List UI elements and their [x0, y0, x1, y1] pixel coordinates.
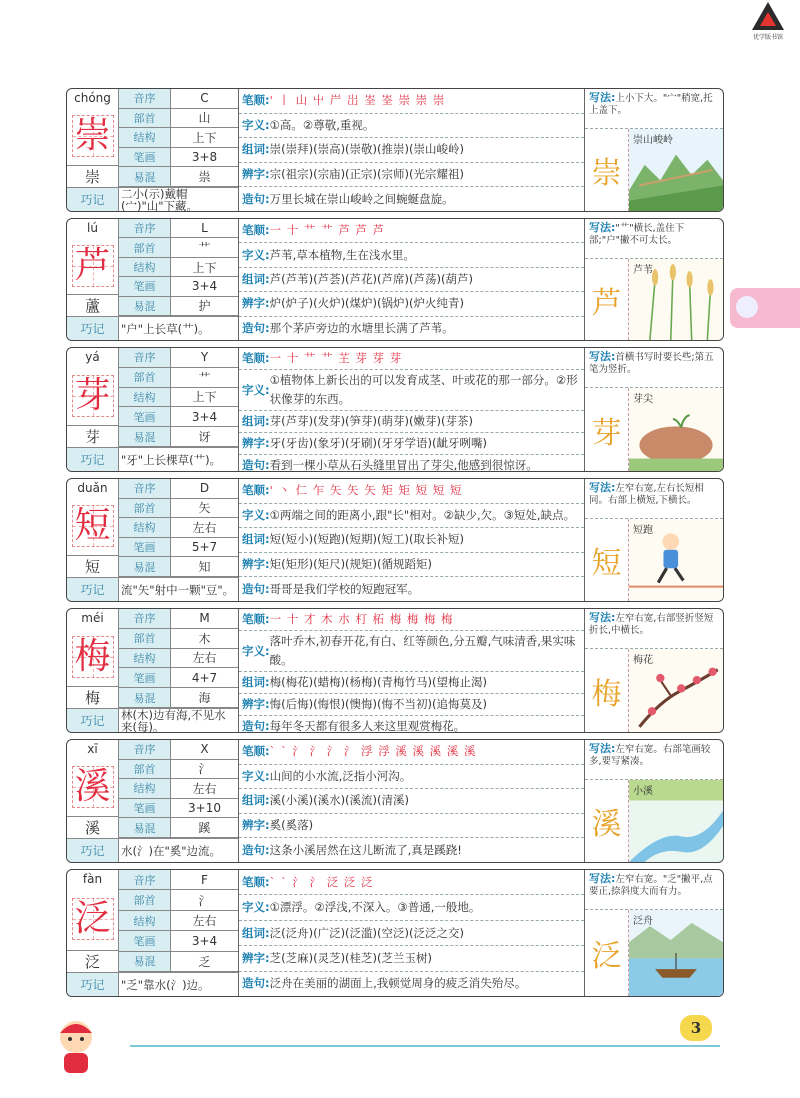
value-jiegou: 左右 [192, 914, 217, 929]
label-xiefa: 写法: [589, 91, 616, 104]
value-bihua: 3+4 [191, 279, 218, 294]
label-zuci: 组词: [242, 272, 270, 287]
char-info-panel [67, 479, 239, 601]
meaning: ①漂浮。②浮浅,不深入。③普通,一般地。 [269, 900, 481, 915]
value-yinxu: M [199, 611, 210, 626]
label-bianzi: 辨字: [242, 557, 270, 572]
value-yihun: 乏 [198, 954, 211, 969]
label-bianzi: 辨字: [242, 697, 270, 711]
pinyin: lú [87, 221, 98, 235]
writing-tip: 左窄右宽。右部笔画较多,要写紧凑。 [589, 744, 711, 767]
character-entry-梅 [66, 608, 724, 733]
value-yihun: 祟 [198, 170, 211, 185]
mascot-icon [48, 1015, 104, 1075]
character-entry-短 [66, 478, 724, 602]
label-bianzi: 辨字: [242, 167, 270, 182]
label-qiaoji: 巧记 [67, 317, 119, 340]
writing-panel [585, 479, 723, 601]
label-bushou: 部首 [119, 760, 171, 779]
word-groups: 芦(芦苇)(芦荟)(芦花)(芦席)(芦荡)(葫芦) [269, 272, 473, 287]
value-bushou: 艹 [198, 241, 211, 256]
practice-character: 崇 [585, 129, 629, 211]
writing-panel [585, 89, 723, 211]
value-yinxu: Y [200, 350, 209, 365]
illustration-caption: 泛舟 [633, 916, 653, 927]
writing-panel [585, 609, 723, 732]
label-zuci: 组词: [242, 925, 270, 940]
pinyin: fàn [82, 872, 103, 886]
label-bushou: 部首 [119, 238, 171, 256]
traditional-character: 泛 [67, 950, 118, 972]
value-bihua: 4+7 [191, 670, 218, 685]
label-yinxu: 音序 [119, 219, 171, 237]
stroke-order: 一 十 才 木 朩 朾 柘 梅 梅 梅 梅 [269, 612, 454, 626]
meaning: 落叶乔木,初春开花,有白、红等颜色,分五瓣,气味清香,果实味酸。 [269, 634, 576, 667]
logo-icon [752, 2, 784, 30]
distinguish: 炉(炉子)(火炉)(煤炉)(锅炉)(炉火纯青) [269, 296, 464, 311]
example-sentence: 哥哥是我们学校的短跑冠军。 [269, 581, 420, 596]
practice-character: 梅 [585, 649, 629, 732]
char-detail-panel [239, 870, 585, 996]
label-zuci: 组词: [242, 414, 270, 428]
pinyin: duǎn [77, 481, 108, 495]
label-bishun: 笔顺: [242, 351, 270, 365]
label-bianzi: 辨字: [242, 950, 270, 965]
label-zaoju: 造句: [242, 581, 270, 596]
label-bihua: 笔画 [119, 799, 171, 818]
label-ziyi: 字义: [242, 382, 270, 397]
char-info-panel [67, 609, 239, 732]
distinguish: 牙(牙齿)(象牙)(牙刷)(牙牙学语)(龇牙咧嘴) [269, 436, 487, 450]
distinguish: 奚(奚落) [269, 818, 314, 833]
label-bianzi: 辨字: [242, 436, 270, 450]
value-yinxu: X [200, 742, 209, 757]
writing-panel [585, 740, 723, 862]
label-bushou: 部首 [119, 499, 171, 518]
value-jiegou: 上下 [192, 130, 217, 145]
illustration [629, 259, 723, 340]
label-qiaoji: 巧记 [67, 448, 119, 471]
char-info-panel [67, 740, 239, 862]
label-yihun: 易混 [119, 557, 171, 576]
label-yihun: 易混 [119, 427, 171, 446]
logo-text: 优学版书馆 [752, 34, 783, 41]
practice-character: 芽 [585, 388, 629, 471]
value-bushou: 山 [198, 111, 211, 126]
label-yinxu: 音序 [119, 348, 171, 367]
side-tab [730, 288, 800, 328]
value-yinxu: F [201, 872, 208, 887]
label-bishun: 笔顺: [242, 223, 270, 238]
label-yihun: 易混 [119, 297, 171, 315]
main-character: 短 [72, 505, 114, 547]
practice-character: 溪 [585, 780, 629, 862]
label-xiefa: 写法: [589, 350, 616, 363]
value-yinxu: C [200, 91, 209, 106]
char-info-panel [67, 89, 239, 211]
label-zuci: 组词: [242, 532, 270, 547]
distinguish: 宗(祖宗)(宗庙)(正宗)(宗师)(光宗耀祖) [269, 167, 464, 182]
illustration-caption: 崇山峻岭 [633, 135, 673, 146]
example-sentence: 那个茅庐旁边的水塘里长满了芦苇。 [269, 320, 454, 335]
writing-tip: 左窄右宽,左右长短相同。右部上横短,下横长。 [589, 483, 704, 506]
label-bushou: 部首 [119, 629, 171, 648]
value-qiaoji: 流"矢"射中一颗"豆"。 [121, 582, 235, 597]
label-jiegou: 结构 [119, 779, 171, 798]
value-yinxu: D [199, 481, 210, 496]
label-jiegou: 结构 [119, 258, 171, 276]
main-character: 泛 [72, 898, 114, 940]
page-number: 3 [680, 1015, 712, 1041]
label-ziyi: 字义: [242, 507, 270, 522]
value-jiegou: 左右 [192, 520, 217, 535]
stroke-order: ' 丨 山 屮 屵 岀 峑 峑 崇 崇 崇 [269, 93, 446, 108]
value-bihua: 3+4 [191, 409, 218, 424]
value-yihun: 知 [198, 560, 211, 575]
value-yinxu: L [201, 221, 208, 236]
value-qiaoji: "乏"靠水(氵)边。 [121, 977, 210, 992]
character-entry-芽 [66, 347, 724, 472]
label-yinxu: 音序 [119, 740, 171, 759]
traditional-character: 崇 [67, 165, 118, 187]
label-qiaoji: 巧记 [67, 188, 119, 211]
value-jiegou: 上下 [192, 260, 217, 275]
value-bihua: 5+7 [191, 540, 218, 555]
label-jiegou: 结构 [119, 911, 171, 930]
label-ziyi: 字义: [242, 768, 270, 783]
char-detail-panel [239, 740, 585, 862]
label-yinxu: 音序 [119, 609, 171, 628]
char-detail-panel [239, 348, 585, 471]
value-qiaoji: 林(木)边有海,不见水来(每)。 [121, 707, 226, 733]
illustration-caption: 梅花 [633, 655, 653, 666]
distinguish: 悔(后悔)(悔恨)(懊悔)(悔不当初)(追悔莫及) [269, 697, 487, 711]
practice-character: 短 [585, 519, 629, 601]
label-jiegou: 结构 [119, 649, 171, 668]
illustration [629, 129, 723, 211]
meaning: ①两端之间的距离小,跟"长"相对。②缺少,欠。③短处,缺点。 [269, 507, 576, 522]
value-bushou: 矢 [198, 501, 211, 516]
label-zuci: 组词: [242, 793, 270, 808]
footer-line [130, 1045, 720, 1047]
value-bushou: 木 [198, 631, 211, 646]
label-jiegou: 结构 [119, 518, 171, 537]
label-zaoju: 造句: [242, 719, 270, 733]
illustration-caption: 短跑 [633, 525, 653, 536]
character-entry-泛 [66, 869, 724, 997]
value-qiaoji: 二小(示)戴帽(宀)"山"下藏。 [121, 186, 199, 212]
label-zaoju: 造句: [242, 842, 270, 857]
stroke-order: 一 十 艹 艹 芦 芦 芦 [269, 223, 386, 238]
character-entry-芦 [66, 218, 724, 341]
label-bihua: 笔画 [119, 538, 171, 557]
word-groups: 芽(芦芽)(发芽)(笋芽)(萌芽)(嫩芽)(芽茶) [269, 414, 473, 428]
label-qiaoji: 巧记 [67, 709, 119, 732]
stroke-order: ` ` 氵 氵 氵 氵 浮 浮 溪 溪 溪 溪 溪 [269, 744, 477, 759]
value-jiegou: 左右 [192, 651, 217, 666]
label-bishun: 笔顺: [242, 612, 270, 626]
char-detail-panel [239, 479, 585, 601]
label-jiegou: 结构 [119, 128, 171, 147]
value-yihun: 海 [198, 691, 211, 706]
value-qiaoji: 水(氵)在"奚"边流。 [121, 843, 222, 858]
main-character: 梅 [72, 636, 114, 678]
label-zuci: 组词: [242, 142, 270, 157]
label-zaoju: 造句: [242, 320, 270, 335]
word-groups: 梅(梅花)(蜡梅)(杨梅)(青梅竹马)(望梅止渴) [269, 675, 487, 689]
main-character: 芦 [72, 245, 114, 287]
label-zaoju: 造句: [242, 976, 270, 991]
word-groups: 溪(小溪)(溪水)(溪流)(清溪) [269, 793, 410, 808]
distinguish: 矩(矩形)(矩尺)(规矩)(循规蹈矩) [269, 557, 433, 572]
main-character: 芽 [72, 375, 114, 417]
stroke-order: ` ` 氵 氵 泛 泛 泛 [269, 874, 374, 889]
label-yihun: 易混 [119, 688, 171, 707]
value-qiaoji: "牙"上长棵草(艹)。 [121, 452, 222, 467]
label-xiefa: 写法: [589, 221, 616, 234]
main-character: 溪 [72, 766, 114, 808]
label-qiaoji: 巧记 [67, 839, 119, 862]
value-bihua: 3+10 [188, 801, 221, 816]
char-info-panel [67, 348, 239, 471]
example-sentence: 这条小溪居然在这儿断流了,真是蹊跷! [269, 842, 462, 857]
pinyin: chóng [74, 91, 111, 105]
value-bushou: 氵 [198, 893, 211, 908]
stroke-order: 一 十 艹 艹 芏 芽 芽 芽 [269, 351, 403, 365]
label-bishun: 笔顺: [242, 93, 270, 108]
illustration-caption: 芽尖 [633, 394, 653, 405]
label-xiefa: 写法: [589, 611, 616, 624]
example-sentence: 看到一棵小草从石头缝里冒出了芽尖,他感到很惊讶。 [269, 458, 538, 472]
distinguish: 芝(芝麻)(灵芝)(桂芝)(芝兰玉树) [269, 950, 433, 965]
traditional-character: 溪 [67, 816, 118, 838]
label-bianzi: 辨字: [242, 296, 270, 311]
label-xiefa: 写法: [589, 481, 616, 494]
meaning: ①高。②尊敬,重视。 [269, 117, 375, 132]
example-sentence: 每年冬天都有很多人来这里观赏梅花。 [269, 719, 466, 733]
char-info-panel [67, 219, 239, 340]
traditional-character: 梅 [67, 686, 118, 708]
label-bushou: 部首 [119, 368, 171, 387]
writing-tip: "艹"横长,盖住下部;"户"撇不可太长。 [589, 223, 685, 246]
label-bihua: 笔画 [119, 668, 171, 687]
word-groups: 泛(泛舟)(广泛)(泛滥)(空泛)(泛泛之交) [269, 925, 464, 940]
label-yihun: 易混 [119, 167, 171, 186]
writing-tip: 左窄右宽,右部竖折竖短折长,中横长。 [589, 613, 714, 636]
label-bihua: 笔画 [119, 931, 171, 950]
writing-panel [585, 219, 723, 340]
label-bihua: 笔画 [119, 407, 171, 426]
label-yinxu: 音序 [119, 479, 171, 498]
label-ziyi: 字义: [242, 247, 270, 262]
writing-panel [585, 870, 723, 996]
label-qiaoji: 巧记 [67, 578, 119, 601]
example-sentence: 泛舟在美丽的湖面上,我顿觉周身的疲乏消失殆尽。 [269, 976, 527, 991]
label-bishun: 笔顺: [242, 483, 270, 498]
value-jiegou: 左右 [192, 781, 217, 796]
char-detail-panel [239, 609, 585, 732]
illustration [629, 780, 723, 862]
practice-character: 芦 [585, 259, 629, 340]
illustration [629, 649, 723, 732]
value-bushou: 艹 [198, 370, 211, 385]
illustration-caption: 小溪 [633, 786, 653, 797]
pinyin: méi [81, 611, 104, 625]
traditional-character: 蘆 [67, 294, 118, 316]
character-entry-溪 [66, 739, 724, 863]
practice-character: 泛 [585, 910, 629, 996]
illustration [629, 910, 723, 996]
label-jiegou: 结构 [119, 388, 171, 407]
illustration-caption: 芦苇 [633, 265, 653, 276]
traditional-character: 短 [67, 555, 118, 577]
label-xiefa: 写法: [589, 872, 616, 885]
illustration [629, 388, 723, 471]
char-detail-panel [239, 219, 585, 340]
value-yihun: 护 [198, 299, 211, 314]
illustration [629, 519, 723, 601]
label-bushou: 部首 [119, 890, 171, 909]
label-ziyi: 字义: [242, 643, 270, 658]
label-yihun: 易混 [119, 818, 171, 837]
value-jiegou: 上下 [192, 390, 217, 405]
writing-tip: 首横书写时要长些;第五笔为竖折。 [589, 352, 714, 375]
meaning: 芦苇,草本植物,生在浅水里。 [269, 247, 415, 262]
label-qiaoji: 巧记 [67, 973, 119, 996]
meaning: ①植物体上新长出的可以发育成茎、叶或花的那一部分。②形状像芽的东西。 [269, 373, 578, 406]
publisher-logo [740, 2, 796, 41]
label-zaoju: 造句: [242, 458, 270, 472]
value-bushou: 氵 [198, 762, 211, 777]
char-detail-panel [239, 89, 585, 211]
traditional-character: 芽 [67, 425, 118, 447]
label-bishun: 笔顺: [242, 744, 270, 759]
stroke-order: ' 丶 仁 乍 矢 矢 矢 矩 矩 短 短 短 [269, 483, 463, 498]
char-info-panel [67, 870, 239, 996]
value-yihun: 蹊 [198, 821, 211, 836]
label-yihun: 易混 [119, 952, 171, 971]
main-character: 崇 [72, 115, 114, 157]
label-zuci: 组词: [242, 675, 270, 689]
value-bihua: 3+4 [191, 933, 218, 948]
word-groups: 短(短小)(短跑)(短期)(短工)(取长补短) [269, 532, 464, 547]
label-zaoju: 造句: [242, 191, 270, 206]
writing-panel [585, 348, 723, 471]
label-bianzi: 辨字: [242, 818, 270, 833]
value-yihun: 讶 [198, 430, 211, 445]
label-yinxu: 音序 [119, 870, 171, 889]
value-qiaoji: "户"上长草(艹)。 [121, 321, 210, 336]
label-bihua: 笔画 [119, 277, 171, 295]
writing-tip: 上小下大。"宀"稍宽,托上盖下。 [589, 93, 713, 116]
pinyin: yá [85, 350, 100, 364]
label-bushou: 部首 [119, 109, 171, 128]
example-sentence: 万里长城在崇山峻岭之间蜿蜒盘旋。 [269, 191, 454, 206]
character-entry-崇 [66, 88, 724, 212]
label-xiefa: 写法: [589, 742, 616, 755]
label-bihua: 笔画 [119, 148, 171, 167]
label-ziyi: 字义: [242, 117, 270, 132]
meaning: 山间的小水流,泛指小河沟。 [269, 768, 412, 783]
label-ziyi: 字义: [242, 900, 270, 915]
label-yinxu: 音序 [119, 89, 171, 108]
value-bihua: 3+8 [191, 150, 218, 165]
label-bishun: 笔顺: [242, 874, 270, 889]
mouse-icon [736, 296, 758, 318]
pinyin: xī [87, 742, 98, 756]
writing-tip: 左窄右宽。"乏"撇平,点要正,捺斜度大而有力。 [589, 874, 713, 897]
word-groups: 崇(崇拜)(崇高)(崇敬)(推崇)(崇山峻岭) [269, 142, 464, 157]
